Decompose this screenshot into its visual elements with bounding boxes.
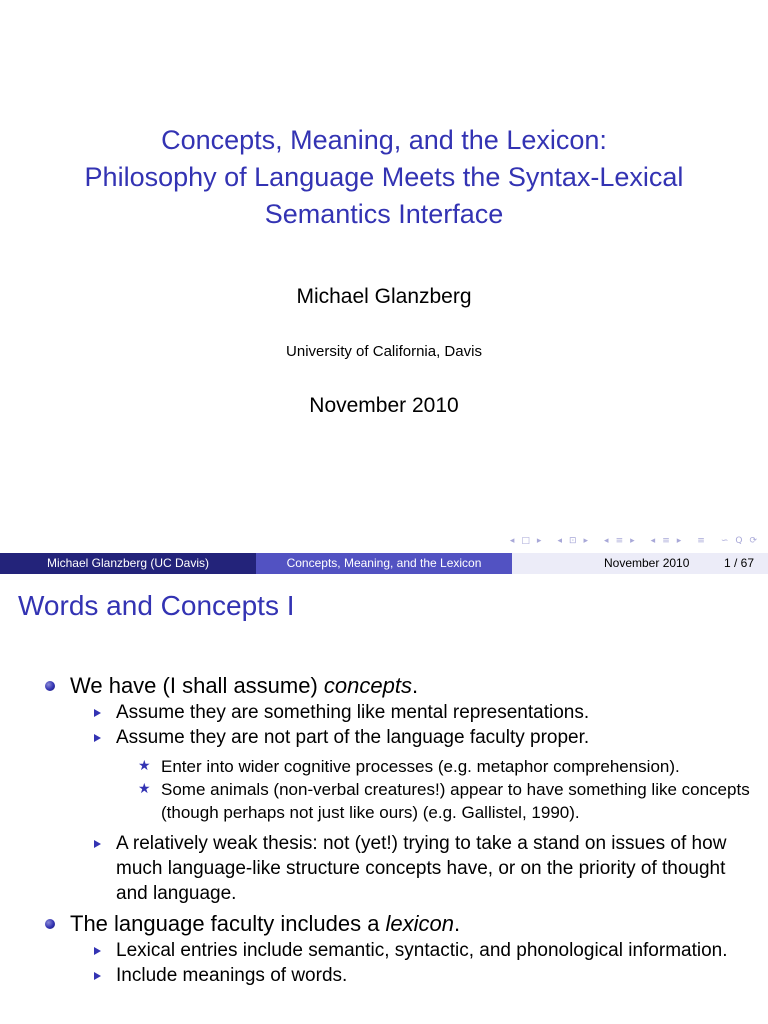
subsection-icon[interactable]: ≡ — [615, 536, 624, 546]
item-text: Include meanings of words. — [116, 965, 348, 986]
triangle-bullet-icon — [94, 734, 101, 742]
document-icon[interactable]: ≡ — [697, 536, 705, 546]
item-text: A relatively weak thesis: not (yet!) trying to take a stand on issues of how much language-like structure concepts have, or on the priority of thought and language. — [116, 833, 727, 904]
navigation-bar — [507, 532, 760, 550]
list-item — [116, 725, 748, 750]
list-item — [116, 700, 748, 725]
forward-icon[interactable]: ⟳ — [749, 536, 757, 546]
page-number: 1 / 67 — [723, 556, 754, 570]
list-item — [70, 672, 768, 700]
list-item — [138, 778, 752, 824]
bullet-icon — [45, 681, 55, 691]
title-line: Semantics Interface — [264, 199, 504, 229]
star-bullet-icon: ★ — [138, 758, 151, 774]
star-bullet-icon: ★ — [138, 781, 151, 797]
prev-section-icon[interactable]: ◂ — [650, 536, 656, 546]
next-slide-icon[interactable]: ▸ — [536, 536, 542, 546]
frame-icon[interactable]: ⊡ — [568, 536, 577, 546]
next-section-icon[interactable]: ▸ — [676, 536, 682, 546]
footer-date: November 2010 — [604, 556, 690, 570]
bullet-icon — [45, 919, 55, 929]
item-text: We have (I shall assume) — [70, 673, 324, 698]
section-icon[interactable]: ≡ — [662, 536, 670, 546]
footer-bar — [0, 553, 768, 574]
prev-frame-icon[interactable]: ◂ — [557, 536, 562, 546]
triangle-bullet-icon — [94, 709, 101, 717]
item-text: Lexical entries include semantic, syntactic, and phonological information. — [116, 940, 728, 961]
item-text: . — [411, 673, 419, 698]
triangle-bullet-icon — [94, 947, 101, 955]
list-item — [138, 755, 752, 778]
item-text: Enter into wider cognitive processes (e.g. metaphor comprehension). — [161, 757, 680, 776]
item-text: Assume they are something like mental representations. — [116, 702, 590, 723]
item-emphasis: concepts — [323, 673, 412, 698]
presentation-title — [0, 122, 768, 233]
list-item — [116, 831, 748, 906]
footer-title: Concepts, Meaning, and the Lexicon — [256, 553, 512, 574]
slide-icon[interactable]: □ — [521, 536, 530, 546]
footer-author: Michael Glanzberg (UC Davis) — [0, 553, 256, 574]
back-icon[interactable]: ∽ — [720, 536, 729, 546]
item-text: . — [454, 911, 461, 936]
item-text: Some animals (non-verbal creatures!) appear to have something like concepts (though perhaps not just like ours) (e.g. Gallistel, 1990). — [161, 780, 750, 822]
next-frame-icon[interactable]: ▸ — [583, 536, 589, 546]
triangle-bullet-icon — [94, 972, 101, 980]
list-item — [116, 938, 748, 963]
item-text: Assume they are not part of the language faculty proper. — [116, 727, 590, 748]
search-icon[interactable]: Q — [735, 536, 743, 546]
presentation-date: November 2010 — [309, 394, 459, 417]
prev-slide-icon[interactable]: ◂ — [509, 536, 515, 546]
item-text: The language faculty includes a — [70, 911, 386, 936]
frame-title: Words and Concepts I — [18, 590, 295, 621]
item-emphasis: lexicon — [385, 911, 455, 936]
list-item — [116, 963, 748, 988]
triangle-bullet-icon — [94, 840, 101, 848]
title-line: Philosophy of Language Meets the Syntax-Lexical — [84, 162, 684, 192]
author-name: Michael Glanzberg — [296, 285, 472, 308]
prev-subsection-icon[interactable]: ◂ — [604, 536, 609, 546]
list-item — [70, 910, 768, 938]
institute-name: University of California, Davis — [286, 343, 482, 360]
footer-date-page — [512, 553, 768, 574]
slide-content — [0, 668, 768, 988]
title-line: Concepts, Meaning, and the Lexicon: — [161, 125, 607, 155]
content-slide — [0, 576, 768, 1024]
next-subsection-icon[interactable]: ▸ — [630, 536, 635, 546]
